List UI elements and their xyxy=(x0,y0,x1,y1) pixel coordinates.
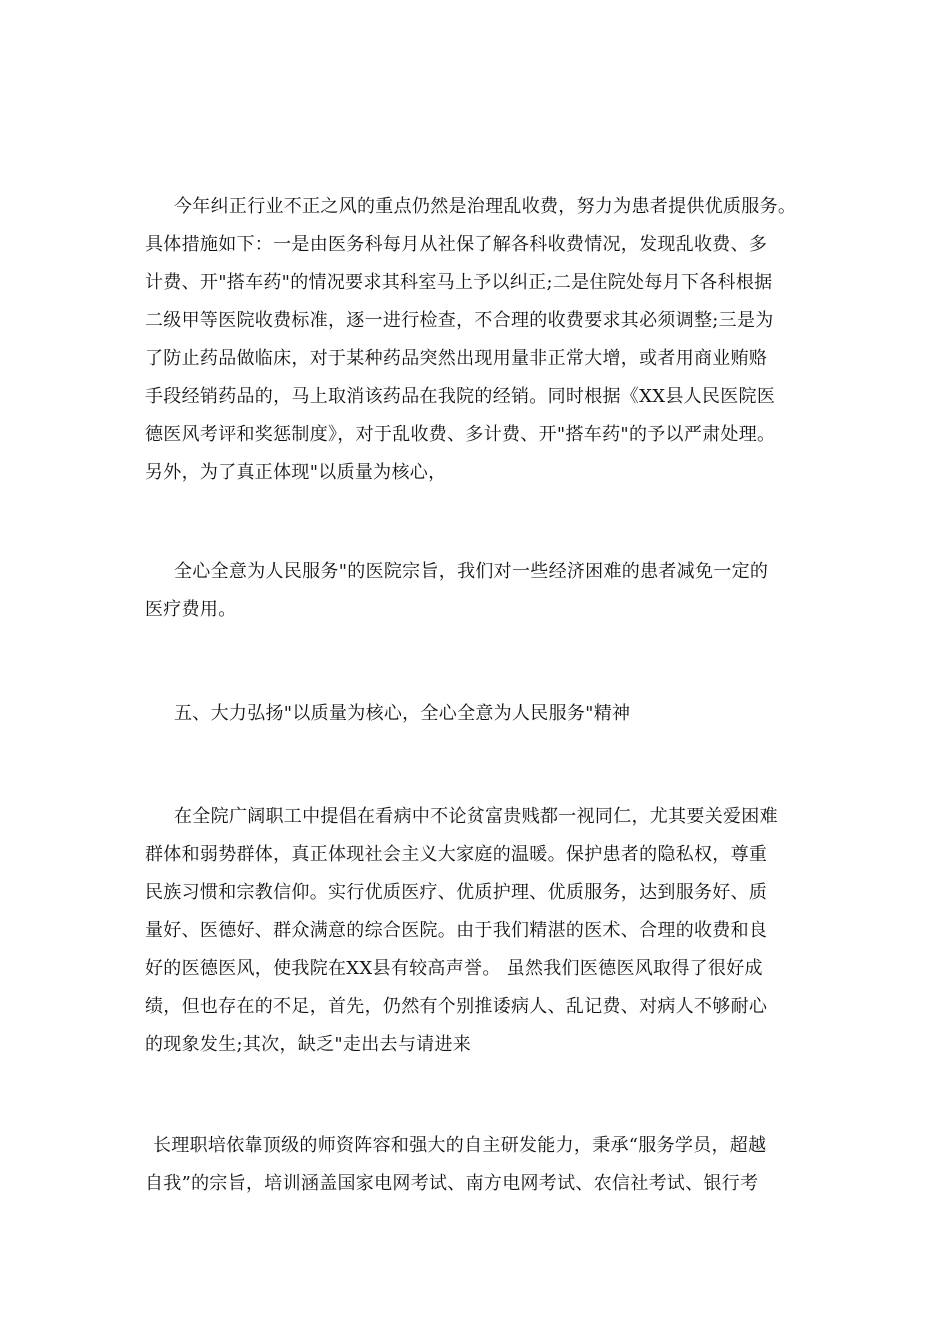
text-line: 绩，但也存在的不足，首先，仍然有个别推诿病人、乱记费、对病人不够耐心 xyxy=(145,996,768,1017)
text-line: 好的医德医风，使我院在XX县有较高声誉。 虽然我们医德医风取得了很好成 xyxy=(145,958,763,979)
text-line: 二级甲等医院收费标准，逐一进行检查，不合理的收费要求其必须调整;三是为 xyxy=(145,310,774,331)
section-heading: 五、大力弘扬"以质量为核心，全心全意为人民服务"精神 xyxy=(174,703,631,724)
text-line: 了防止药品做临床，对于某种药品突然出现用量非正常大增，或者用商业贿赂 xyxy=(145,348,768,369)
text-line: 自我”的宗旨，培训涵盖国家电网考试、南方电网考试、农信社考试、银行考 xyxy=(145,1173,759,1194)
text-line: 具体措施如下：一是由医务科每月从社保了解各科收费情况，发现乱收费、多 xyxy=(145,234,768,255)
text-line: 的现象发生;其次，缺乏"走出去与请进来 xyxy=(145,1034,472,1055)
text-line: 手段经销药品的，马上取消该药品在我院的经销。同时根据《XX县人民医院医 xyxy=(145,386,776,407)
text-line: 全心全意为人民服务"的医院宗旨，我们对一些经济困难的患者减免一定的 xyxy=(174,561,769,582)
text-line: 另外，为了真正体现"以质量为核心， xyxy=(145,462,447,483)
text-line: 长理职培依靠顶级的师资阵容和强大的自主研发能力，秉承“服务学员，超越 xyxy=(153,1135,767,1156)
text-line: 医疗费用。 xyxy=(145,599,237,620)
text-line: 计费、开"搭车药"的情况要求其科室马上予以纠正;二是住院处每月下各科根据 xyxy=(145,272,773,293)
text-line: 民族习惯和宗教信仰。实行优质医疗、优质护理、优质服务，达到服务好、质 xyxy=(145,882,768,903)
text-line: 德医风考评和奖惩制度》，对于乱收费、多计费、开"搭车药"的予以严肃处理。 xyxy=(145,424,776,445)
text-line: 群体和弱势群体，真正体现社会主义大家庭的温暖。保护患者的隐私权，尊重 xyxy=(145,844,768,865)
text-line: 今年纠正行业不正之风的重点仍然是治理乱收费，努力为患者提供优质服务。 xyxy=(174,196,797,217)
text-line: 量好、医德好、群众满意的综合医院。由于我们精湛的医术、合理的收费和良 xyxy=(145,920,768,941)
text-line: 在全院广阔职工中提倡在看病中不论贫富贵贱都一视同仁，尤其要关爱困难 xyxy=(174,806,778,827)
